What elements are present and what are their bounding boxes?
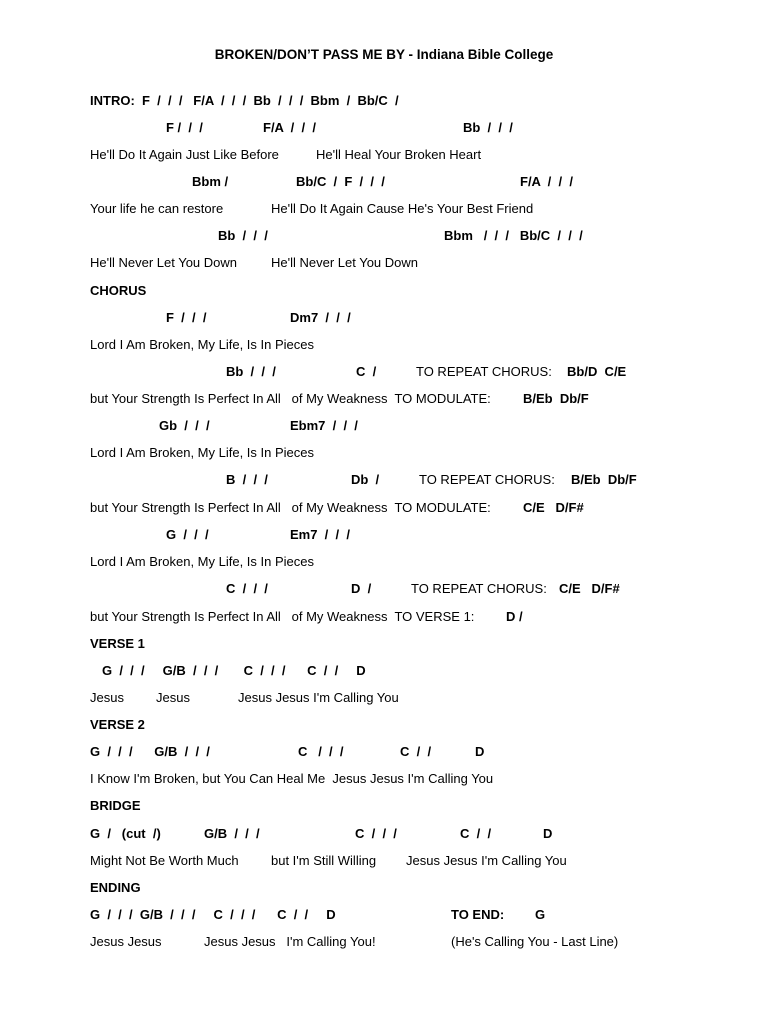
song-line <box>0 853 768 871</box>
chord-text: C/E D/F# <box>559 581 620 596</box>
chord-text: B/Eb Db/F <box>523 391 589 406</box>
chord-text: G/B / / / <box>204 826 260 841</box>
lyric-text: but Your Strength Is Perfect In All of My Weakness TO VERSE 1: <box>90 609 482 624</box>
song-line <box>0 445 768 463</box>
chord-text: Ebm7 / / / <box>290 418 358 433</box>
chord-text: C / / <box>400 744 432 759</box>
song-line <box>0 907 768 925</box>
song-line <box>0 228 768 246</box>
lyric-text: Lord I Am Broken, My Life, Is In Pieces <box>90 554 314 569</box>
song-line <box>0 717 768 735</box>
lyric-text: Lord I Am Broken, My Life, Is In Pieces <box>90 445 314 460</box>
song-line <box>0 310 768 328</box>
song-line <box>0 581 768 599</box>
chord-text: C / / / <box>355 826 397 841</box>
song-line <box>0 636 768 654</box>
chord-text: D <box>543 826 553 841</box>
lyric-text: He'll Do It Again Cause He's Your Best Friend <box>271 201 534 216</box>
chord-text: CHORUS <box>90 283 147 298</box>
lyric-text: He'll Heal Your Broken Heart <box>316 147 482 162</box>
song-line <box>0 690 768 708</box>
song-line <box>0 255 768 273</box>
lyric-text: He'll Never Let You Down <box>271 255 419 270</box>
chord-text: VERSE 2 <box>90 717 145 732</box>
lyric-text: I Know I'm Broken, but You Can Heal Me Jesus Jesus I'm Calling You <box>90 771 494 786</box>
chord-text: B/Eb Db/F <box>571 472 637 487</box>
chord-text: D <box>475 744 485 759</box>
lyric-text: He'll Never Let You Down <box>90 255 238 270</box>
lyric-text: TO REPEAT CHORUS: <box>419 472 563 487</box>
chord-text: G / / / G/B / / / <box>90 744 210 759</box>
chord-text: Bb / / / <box>226 364 276 379</box>
lyric-text: Jesus Jesus I'm Calling You! <box>204 934 376 949</box>
song-line <box>0 826 768 844</box>
song-line <box>0 174 768 192</box>
chord-text: G / / / G/B / / / C / / / C / / D <box>90 907 336 922</box>
song-line <box>0 527 768 545</box>
song-line <box>0 364 768 382</box>
chord-text: C / <box>356 364 377 379</box>
chord-text: INTRO: F / / / F/A / / / Bb / / / Bbm / Bb/C / <box>90 93 399 108</box>
chord-text: G / / / G/B / / / C / / / C / / D <box>102 663 366 678</box>
lyric-text: Lord I Am Broken, My Life, Is In Pieces <box>90 337 314 352</box>
chord-text: Gb / / / <box>159 418 210 433</box>
chord-text: D / <box>506 609 523 624</box>
chord-text: BRIDGE <box>90 798 141 813</box>
chord-text: G <box>535 907 546 922</box>
song-line <box>0 744 768 762</box>
chord-text: C / / / <box>298 744 344 759</box>
chord-text: Bb / / / <box>218 228 268 243</box>
chord-text: Bbm / <box>192 174 229 189</box>
chord-text: F/A / / / <box>263 120 316 135</box>
song-line <box>0 554 768 572</box>
lyric-text: TO REPEAT CHORUS: <box>411 581 551 596</box>
chord-text: Db / <box>351 472 380 487</box>
chord-text: G / (cut /) <box>90 826 161 841</box>
chord-text: F / / / <box>166 120 203 135</box>
song-line <box>0 283 768 301</box>
song-title: BROKEN/DON’T PASS ME BY - Indiana Bible College <box>214 47 554 62</box>
lyric-text: Jesus <box>90 690 124 705</box>
lyric-text: Jesus Jesus <box>90 934 162 949</box>
song-line <box>0 609 768 627</box>
chord-text: VERSE 1 <box>90 636 145 651</box>
chord-text: F/A / / / <box>520 174 573 189</box>
chord-text: B / / / <box>226 472 268 487</box>
song-line <box>0 934 768 952</box>
lyric-text: Your life he can restore <box>90 201 224 216</box>
lyric-text: He'll Do It Again Just Like Before <box>90 147 279 162</box>
chord-text: ENDING <box>90 880 141 895</box>
lyric-text: Might Not Be Worth Much <box>90 853 239 868</box>
chord-text: Bb / / / <box>463 120 513 135</box>
song-line <box>0 120 768 138</box>
chord-text: F / / / <box>166 310 207 325</box>
chord-text: C / / <box>460 826 492 841</box>
lyric-text: Jesus Jesus I'm Calling You <box>406 853 567 868</box>
song-line <box>0 147 768 165</box>
lyric-text: (He's Calling You - Last Line) <box>451 934 619 949</box>
chord-text: TO END: <box>451 907 505 922</box>
chord-text: C / / / <box>226 581 268 596</box>
chord-text: D / <box>351 581 372 596</box>
chord-text: Bbm / / / Bb/C / / / <box>444 228 583 243</box>
lyric-text: Jesus <box>156 690 190 705</box>
song-line <box>0 798 768 816</box>
lyric-text: TO REPEAT CHORUS: <box>416 364 560 379</box>
song-line <box>0 500 768 518</box>
song-line <box>0 337 768 355</box>
song-line <box>0 391 768 409</box>
chord-text: C/E D/F# <box>523 500 584 515</box>
chord-text: Bb/D C/E <box>567 364 627 379</box>
song-line <box>0 472 768 490</box>
song-line <box>0 418 768 436</box>
song-line <box>0 93 768 111</box>
chord-text: Dm7 / / / <box>290 310 351 325</box>
song-line <box>0 201 768 219</box>
lyric-text: but Your Strength Is Perfect In All of My Weakness TO MODULATE: <box>90 391 498 406</box>
lyric-text: but I'm Still Willing <box>271 853 377 868</box>
chord-text: G / / / <box>166 527 209 542</box>
chord-text: Bb/C / F / / / <box>296 174 385 189</box>
chord-text: Em7 / / / <box>290 527 350 542</box>
song-line <box>0 771 768 789</box>
lyric-text: Jesus Jesus I'm Calling You <box>238 690 399 705</box>
song-line <box>0 663 768 681</box>
song-line <box>0 880 768 898</box>
lyric-text: but Your Strength Is Perfect In All of My Weakness TO MODULATE: <box>90 500 498 515</box>
